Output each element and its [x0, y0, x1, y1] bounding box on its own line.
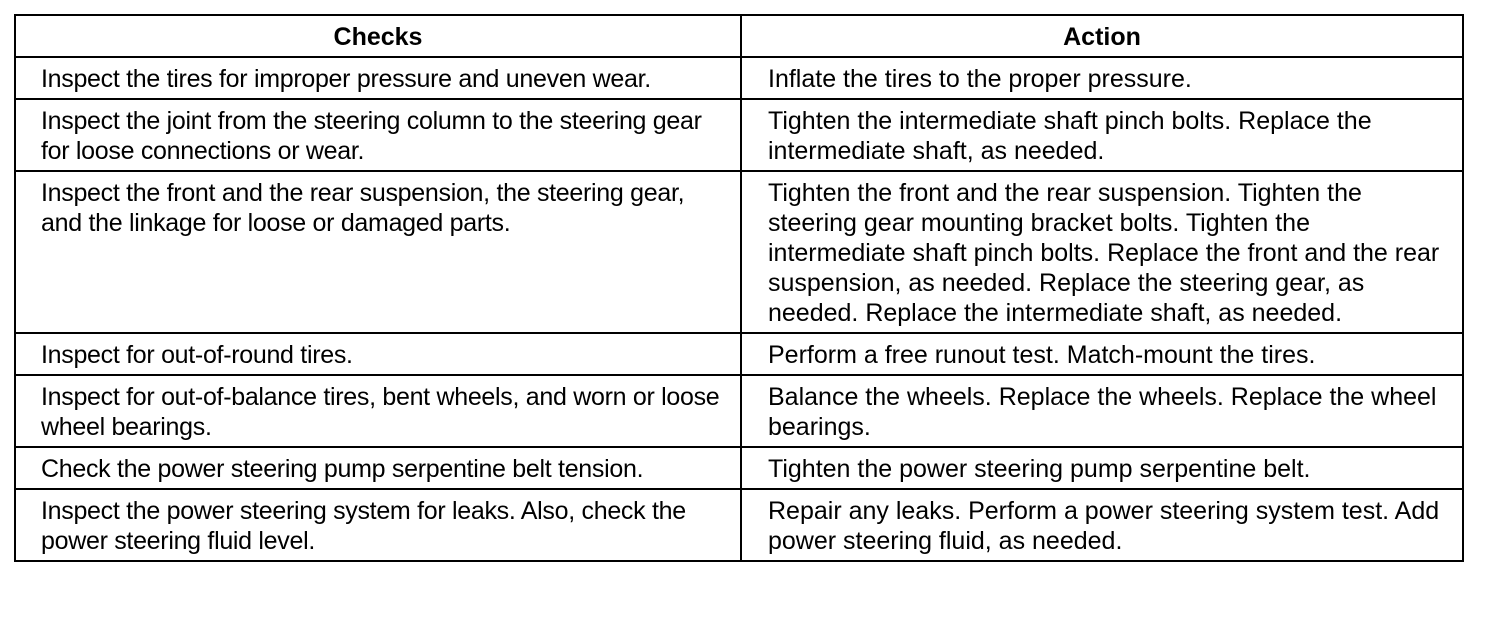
table-row	[15, 489, 1463, 561]
table-row	[15, 57, 1463, 99]
action-cell: Tighten the intermediate shaft pinch bolts. Replace the intermediate shaft, as needed.	[741, 99, 1463, 171]
diagnostic-table	[14, 14, 1464, 562]
check-cell: Inspect the front and the rear suspension, the steering gear, and the linkage for loose or damaged parts.	[15, 171, 741, 333]
action-cell: Balance the wheels. Replace the wheels. Replace the wheel bearings.	[741, 375, 1463, 447]
check-cell: Inspect for out-of-round tires.	[15, 333, 741, 375]
table-header-row	[15, 15, 1463, 57]
action-cell: Perform a free runout test. Match-mount the tires.	[741, 333, 1463, 375]
check-cell: Inspect for out-of-balance tires, bent wheels, and worn or loose wheel bearings.	[15, 375, 741, 447]
header-action: Action	[741, 15, 1463, 57]
check-cell: Inspect the tires for improper pressure and uneven wear.	[15, 57, 741, 99]
table-row	[15, 375, 1463, 447]
check-cell: Inspect the power steering system for leaks. Also, check the power steering fluid level.	[15, 489, 741, 561]
header-checks: Checks	[15, 15, 741, 57]
action-cell: Repair any leaks. Perform a power steering system test. Add power steering fluid, as needed.	[741, 489, 1463, 561]
check-cell: Inspect the joint from the steering column to the steering gear for loose connections or wear.	[15, 99, 741, 171]
table-row	[15, 99, 1463, 171]
table-row	[15, 333, 1463, 375]
check-cell: Check the power steering pump serpentine belt tension.	[15, 447, 741, 489]
table-row	[15, 171, 1463, 333]
table-row	[15, 447, 1463, 489]
action-cell: Tighten the power steering pump serpentine belt.	[741, 447, 1463, 489]
action-cell: Inflate the tires to the proper pressure.	[741, 57, 1463, 99]
action-cell: Tighten the front and the rear suspension. Tighten the steering gear mounting bracket bolts. Tighten the intermediate shaft pinch bolts. Replace the front and the rear suspension, as needed. Replace the steering gear, as needed. Replace the intermediate shaft, as needed.	[741, 171, 1463, 333]
